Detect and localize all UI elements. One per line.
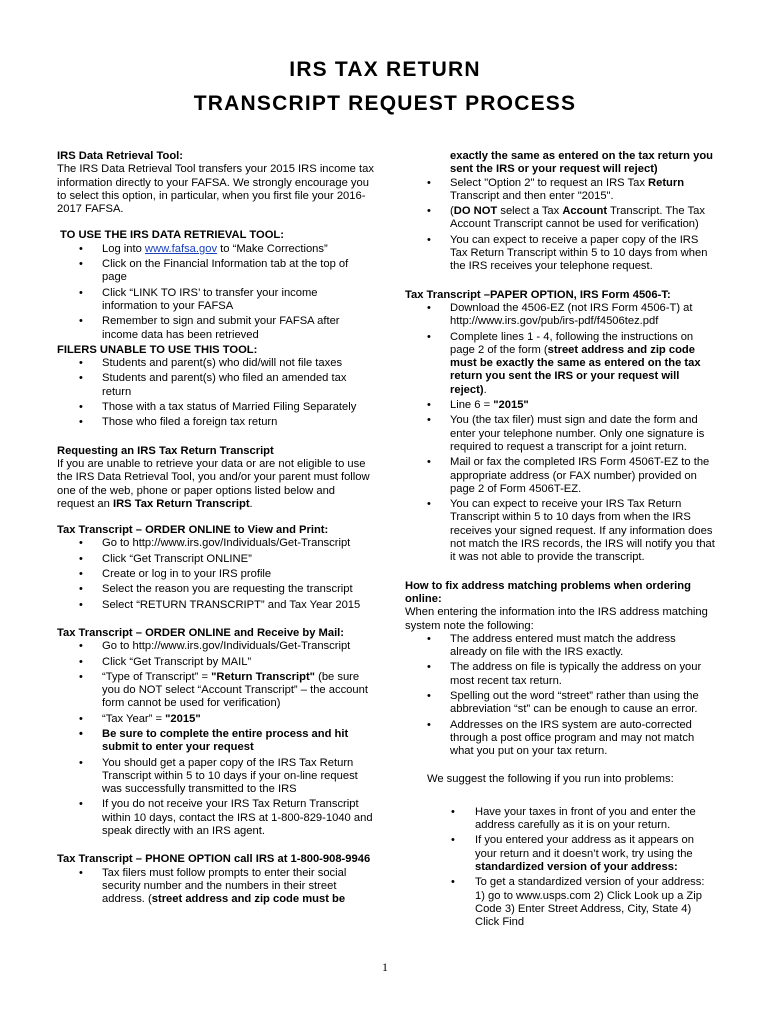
list-item: • You can expect to receive your IRS Tax Return Transcript within 5 to 10 days from when the IRS receives your signed request. If any information does not match the IRS records, the IRS will notify you that it was not able to provide the transcript. <box>405 498 715 564</box>
right-column <box>405 150 715 931</box>
list-item: • Click on the Financial Information tab at the top of page <box>57 258 375 285</box>
list-item: • “Type of Transcript” = "Return Transcript" (be sure you do NOT select “Account Transcript” – the account form cannot be used for verification) <box>57 671 375 711</box>
title-line-2: TRANSCRIPT REQUEST PROCESS <box>193 92 577 115</box>
print-list <box>57 537 375 611</box>
list-item: • Line 6 = "2015" <box>405 399 715 412</box>
fafsa-link[interactable]: www.fafsa.gov <box>144 242 218 255</box>
fix-heading: How to fix address matching problems when ordering online: <box>405 579 691 605</box>
list-item: • Go to http://www.irs.gov/Individuals/Get-Transcript <box>57 537 375 550</box>
request-text: If you are unable to retrieve your data or are not eligible to use the IRS Data Retrieval Tool, you and/or your parent must follow one of the web, phone or paper options listed below and request an IRS Tax Return Transcript. <box>57 457 370 510</box>
list-item: • You (the tax filer) must sign and date the form and enter your telephone number. Only one signature is required to request a transcript for a joint return. <box>405 414 715 454</box>
list-item: • Click “Get Transcript by MAIL” <box>57 656 375 669</box>
unable-list <box>57 357 375 429</box>
phone-heading: Tax Transcript – PHONE OPTION call IRS at 1-800-908-9946 <box>57 853 371 866</box>
left-column <box>57 150 375 909</box>
page-number: 1 <box>382 960 388 974</box>
list-item: • You can expect to receive a paper copy of the IRS Tax Return Transcript within 5 to 10 days from when the IRS receives your telephone request. <box>405 234 715 274</box>
mail-heading: Tax Transcript – ORDER ONLINE and Receive by Mail: <box>57 626 345 639</box>
list-item: • The address on file is typically the address on your most recent tax return. <box>405 661 715 688</box>
use-list <box>57 243 375 342</box>
list-item: • Tax filers must follow prompts to enter their social security number and the numbers in their street address. (street address and zip code must be <box>57 867 375 907</box>
list-item: • The address entered must match the address already on file with the IRS exactly. <box>405 633 715 660</box>
list-item: • Have your taxes in front of you and enter the address carefully as it is on your return. <box>405 806 715 833</box>
list-item: • Create or log in to your IRS profile <box>57 568 375 581</box>
list-item: • Go to http://www.irs.gov/Individuals/Get-Transcript <box>57 640 375 653</box>
phone-list <box>57 867 375 907</box>
list-item: • To get a standardized version of your address: 1) go to www.usps.com 2) Click Look up a Zip Code 3) Enter Street Address, City, State 4) Click Find <box>405 876 715 929</box>
list-item: • Download the 4506-EZ (not IRS Form 4506-T) at http://www.irs.gov/pub/irs-pdf/f4506tez.pdf <box>405 302 715 329</box>
list-item: • Select the reason you are requesting the transcript <box>57 583 375 596</box>
drt-heading: IRS Data Retrieval Tool: <box>57 150 183 162</box>
list-item: • Complete lines 1 - 4, following the instructions on page 2 of the form (street address and zip code must be exactly the same as entered on the tax return you sent the IRS or your request will reject). <box>405 331 715 397</box>
fix-list <box>405 633 715 759</box>
list-item: • Be sure to complete the entire process and hit submit to enter your request <box>57 728 375 755</box>
print-heading: Tax Transcript – ORDER ONLINE to View and Print: <box>57 524 329 537</box>
list-item: • Log into www.fafsa.gov to “Make Corrections” <box>57 243 375 256</box>
continued-list <box>405 177 715 274</box>
drt-text: The IRS Data Retrieval Tool transfers your 2015 IRS income tax information directly to your FAFSA. We strongly encourage you to select this option, in particular, when you first file your 2016-2017 FAFSA. <box>57 163 374 216</box>
list-item: • Remember to sign and submit your FAFSA after income data has been retrieved <box>57 315 375 342</box>
list-item: • Students and parent(s) who did/will not file taxes <box>57 357 375 370</box>
list-item: • Click “LINK TO IRS’ to transfer your income information to your FAFSA <box>57 287 375 314</box>
fix-text: When entering the information into the IRS address matching system note the following: <box>405 606 708 632</box>
paper-heading: Tax Transcript –PAPER OPTION, IRS Form 4506-T: <box>405 288 671 301</box>
list-item: • Mail or fax the completed IRS Form 4506T-EZ to the appropriate address (or FAX number) provided on page 2 of Form 4506T-EZ. <box>405 456 715 496</box>
list-item: • Click “Get Transcript ONLINE” <box>57 553 375 566</box>
list-item: • Addresses on the IRS system are auto-corrected through a post office program and may not match what you put on your tax return. <box>405 719 715 759</box>
list-item: • Select “RETURN TRANSCRIPT” and Tax Year 2015 <box>57 599 375 612</box>
list-item: • You should get a paper copy of the IRS Tax Return Transcript within 5 to 10 days if your on-line request was successfully transmitted to the IRS <box>57 757 375 797</box>
paper-list <box>405 302 715 565</box>
list-item: • Students and parent(s) who filed an amended tax return <box>57 372 375 399</box>
unable-heading: FILERS UNABLE TO USE THIS TOOL: <box>57 343 258 356</box>
list-item: • Those with a tax status of Married Filing Separately <box>57 401 375 414</box>
list-item: • If you entered your address as it appears on your return and it doesn’t work, try using the standardized version of your address: <box>405 834 715 874</box>
list-item: • Those who filed a foreign tax return <box>57 416 375 429</box>
request-heading: Requesting an IRS Tax Return Transcript <box>57 444 274 457</box>
list-item: • (DO NOT select a Tax Account Transcript. The Tax Account Transcript cannot be used for verification) <box>405 205 715 232</box>
use-heading: TO USE THE IRS DATA RETRIEVAL TOOL: <box>60 229 284 242</box>
suggest-list <box>405 806 715 930</box>
list-item: • Spelling out the word “street” rather than using the abbreviation “st” can be enough to cause an error. <box>405 690 715 717</box>
list-item: • Select "Option 2" to request an IRS Tax Return Transcript and then enter "2015". <box>405 177 715 204</box>
title-line-1: IRS TAX RETURN <box>289 58 481 81</box>
list-item: • If you do not receive your IRS Tax Return Transcript within 10 days, contact the IRS at 1-800-829-1040 and speak directly with an IRS agent. <box>57 798 375 838</box>
continued-text: exactly the same as entered on the tax return you sent the IRS or your request will reject) <box>450 150 713 176</box>
suggest-text: We suggest the following if you run into problems: <box>427 773 674 786</box>
mail-list <box>57 640 375 838</box>
list-item: • “Tax Year” = "2015" <box>57 713 375 726</box>
